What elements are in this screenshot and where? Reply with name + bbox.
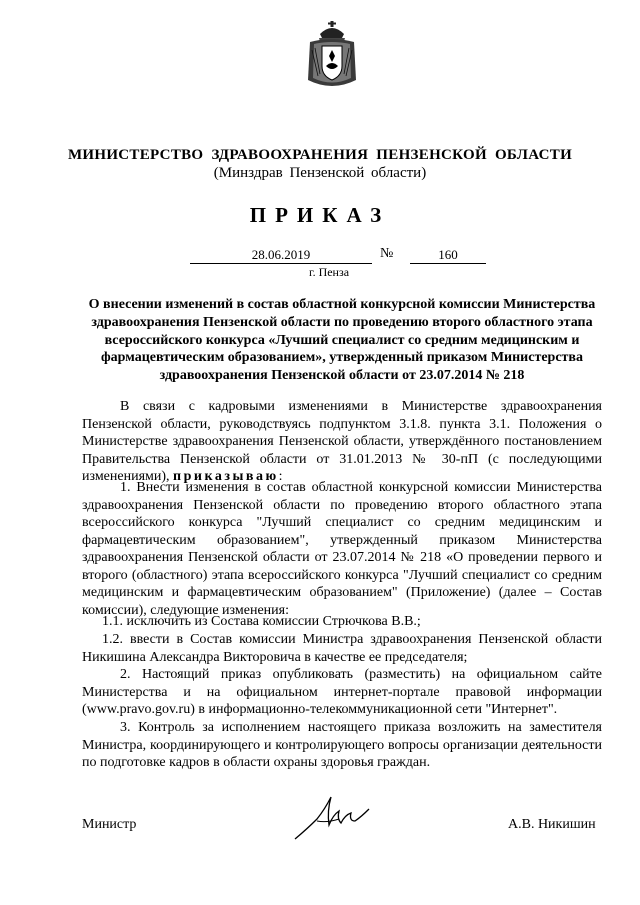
signatory-role: Министр	[82, 817, 137, 832]
item-1-1: 1.1. исключить из Состава комиссии Стрючкова В.В.;	[102, 614, 421, 629]
item-2: 2. Настоящий приказ опубликовать (разместить) на официальном сайте Министерства и на официальном интернет-портале правовой информации (www.pravo.gov.ru) в информационно-телекоммуникационной сети "Интернет".	[82, 667, 602, 717]
number-label: №	[380, 246, 394, 261]
document-type-title: ПРИКАЗ	[249, 203, 391, 227]
intro-end: :	[278, 469, 283, 484]
order-word: приказываю	[173, 469, 279, 484]
order-subject: О внесении изменений в состав областной конкурсной комиссии Министерства здравоохранения Пензенской области по проведению второго областного этапа всероссийского конкурса «Лучший специалист со средним медицинским и фармацевтическим образованием», утвержденный приказом Министерства здравоохранения Пензенской области от 23.07.2014 № 218	[88, 297, 596, 384]
item-1-2: 1.2. ввести в Состав комиссии Министра здравоохранения Пензенской области Никишина Александра Викторовича в качестве ее председателя;	[82, 632, 602, 665]
item-3: 3. Контроль за исполнением настоящего приказа возложить на заместителя Министра, координирующего и контролирующего вопросы организации деятельности по подготовке кадров в области охраны здоровья граждан.	[82, 720, 602, 770]
ministry-name: МИНИСТЕРСТВО ЗДРАВООХРАНЕНИЯ ПЕНЗЕНСКОЙ ОБЛАСТИ	[67, 147, 573, 163]
ministry-short-name: (Минздрав Пензенской области)	[213, 165, 427, 181]
city: г. Пенза	[309, 265, 350, 279]
order-number: 160	[410, 247, 486, 264]
signature-icon	[287, 789, 377, 845]
item-1: 1. Внести изменения в состав областной конкурсной комиссии Министерства здравоохранения Пензенской области по проведению второго областного этапа всероссийского конкурса "Лучший специалист со средним медицинским и фармацевтическим образованием", утвержденный приказом Министерства здравоохранения Пензенской области от 23.07.2014 № 218 «О проведении первого и второго (областного) этапа всероссийского конкурса "Лучший специалист со средним медицинским и фармацевтическим образованием" (Приложение) (далее – Состав комиссии), следующие изменения:	[82, 480, 602, 618]
order-date: 28.06.2019	[190, 247, 372, 264]
intro-paragraph	[82, 398, 602, 486]
intro-text: В связи с кадровыми изменениями в Министерстве здравоохранения Пензенской области, руководствуясь подпунктом 3.1.8. пункта 3.1. Положения о Министерстве здравоохранения Пензенской области, утверждённого постановлением Правительства Пензенской области от 31.01.2013 № 30-пП (с последующими изменениями),	[82, 399, 602, 484]
coat-of-arms-icon	[306, 20, 358, 92]
signatory-name: А.В. Никишин	[508, 817, 596, 832]
